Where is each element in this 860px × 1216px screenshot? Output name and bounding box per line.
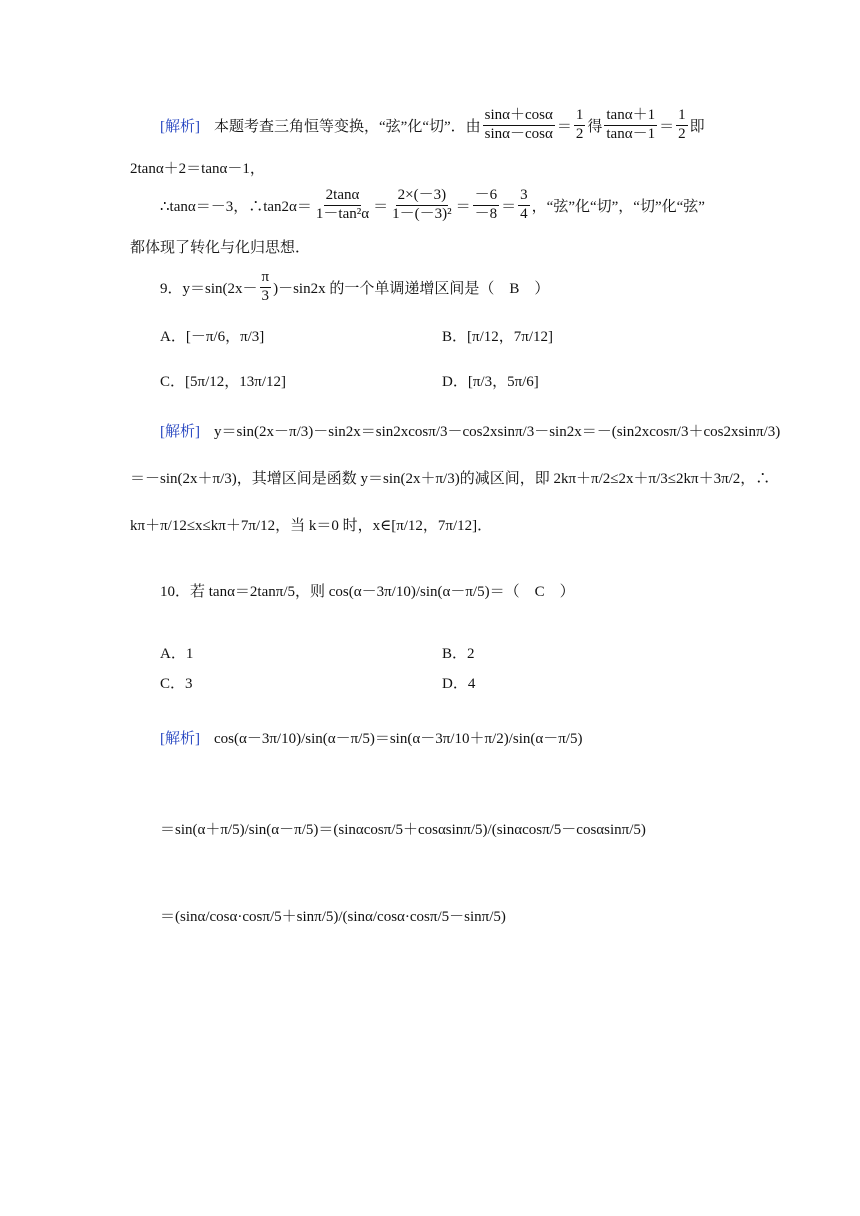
fraction: $\frac{2\tan\alpha}{\text{1－tan²α}}$ bbox=[315, 187, 370, 222]
q10-analysis-line1: [解析] cos(α－3π/10)/sin(α－π/5)＝sin(α－3π/10＋π/2)/sin(α－π/5) bbox=[160, 727, 582, 748]
q10-analysis-line2: ＝sin(α＋π/5)/sin(α－π/5)＝(sinαcosπ/5＋cosαsinπ/5)/(sinαcosπ/5－cosαsinπ/5) bbox=[160, 822, 646, 838]
p8-line3: ∴tanα＝－3，∴tan2α＝ $\frac{2\tan\alpha}{\text{1－tan²α}}$ ＝ $\frac{2\times(-3)}{\text{1－(－3)²}}$ ＝ $\frac{-6}{-8}$ ＝ $\frac{3}{4}$ ，“弦”化“切”，“切”化“弦” bbox=[160, 187, 705, 222]
q9-stem: 9．y＝sin(2x－ $\frac{\pi}{3}$ )－sin2x 的一个单调递增区间是（ B ） bbox=[160, 269, 550, 304]
fraction: $\frac{\tan\alpha+1}{\tan\alpha-1}$ bbox=[606, 107, 656, 142]
q9-option-a: A．[－π/6，π/3] bbox=[160, 329, 265, 345]
q9-option-d: D．[π/3，5π/6] bbox=[442, 374, 539, 390]
q10-analysis-line3: ＝(sinα/cosα·cosπ/5＋sinπ/5)/(sinα/cosα·cosπ/5－sinπ/5) bbox=[160, 909, 506, 925]
analysis-tag: [解析] bbox=[160, 424, 200, 440]
p8-line4: 都体现了转化与化归思想． bbox=[130, 240, 311, 256]
fraction: $\frac{3}{4}$ bbox=[520, 187, 528, 222]
q9-analysis-line1: [解析] y＝sin(2x－π/3)－sin2x＝sin2xcosπ/3－cos2xsinπ/3－sin2x＝－(sin2xcosπ/3＋cos2xsinπ/3) bbox=[160, 420, 780, 441]
analysis-tag: [解析] bbox=[160, 118, 200, 135]
q9-analysis-line2: ＝－sin(2x＋π/3)，其增区间是函数 y＝sin(2x＋π/3)的减区间，即 2kπ＋π/2≤2x＋π/3≤2kπ＋3π/2，∴ bbox=[130, 471, 771, 487]
p8-intro: 本题考查三角恒等变换，“弦”化“切”．由 bbox=[214, 118, 481, 135]
q10-option-b: B．2 bbox=[442, 646, 475, 662]
q9-option-b: B．[π/12，7π/12] bbox=[442, 329, 553, 345]
fraction: $\frac{2\times(-3)}{\text{1－(－3)²}}$ bbox=[392, 187, 452, 222]
q10-option-d: D．4 bbox=[442, 676, 476, 692]
fraction: $\frac{\pi}{3}$ bbox=[261, 269, 270, 304]
fraction: $\frac{1}{2}$ bbox=[575, 107, 584, 142]
q9-analysis-line3: kπ＋π/12≤x≤kπ＋7π/12，当 k＝0 时，x∈[π/12，7π/12]． bbox=[130, 518, 493, 534]
q10-option-c: C．3 bbox=[160, 676, 193, 692]
q10-option-a: A．1 bbox=[160, 646, 194, 662]
p8-line2: 2tanα＋2＝tanα－1， bbox=[130, 161, 265, 177]
q10-stem: 10．若 tanα＝2tanπ/5，则 cos(α－3π/10)/sin(α－π/5)＝（ C ） bbox=[160, 584, 575, 600]
analysis-tag: [解析] bbox=[160, 731, 200, 747]
q9-option-c: C．[5π/12，13π/12] bbox=[160, 374, 286, 390]
fraction: $\frac{\sin\alpha+\cos\alpha}{\sin\alpha-\cos\alpha}$ bbox=[484, 107, 553, 142]
fraction: $\frac{-6}{-8}$ bbox=[474, 187, 498, 222]
p8-line1: [解析] 本题考查三角恒等变换，“弦”化“切”．由 $\frac{\sin\alpha+\cos\alpha}{\sin\alpha-\cos\alpha}$ ＝ $\frac{1}{2}$ 得 $\frac{\tan\alpha+1}{\tan\alpha-1}$ ＝ $\frac{1}{2}$ 即 bbox=[160, 107, 705, 142]
fraction: $\frac{1}{2}$ bbox=[678, 107, 686, 142]
